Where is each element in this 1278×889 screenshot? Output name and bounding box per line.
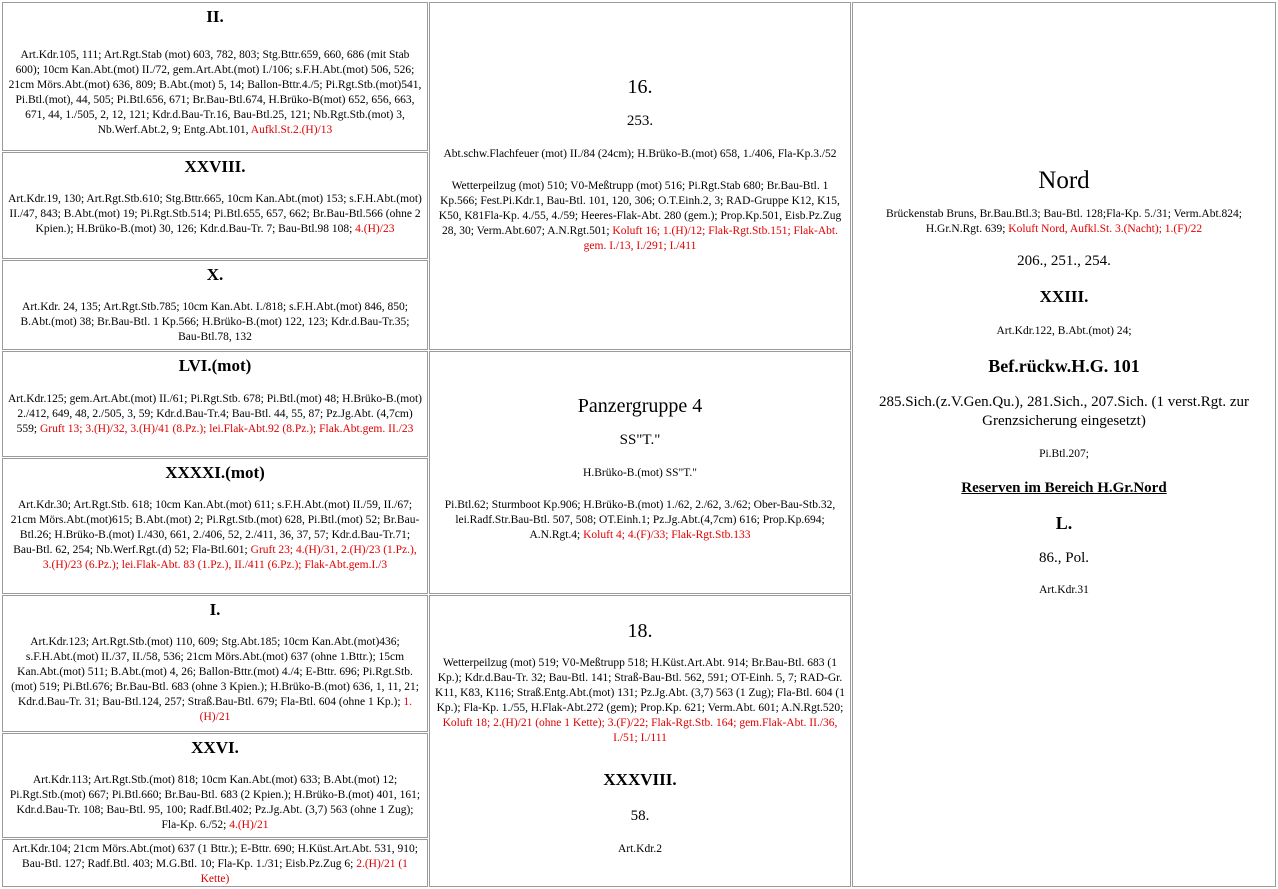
army-troops-units: Art.Kdr.104; 21cm Mörs.Abt.(mot) 637 (1 Bttr.); E-Bttr. 690; H.Küst.Art.Abt. 531, 910; Bau-Btl. 127; Radf.Btl. 403; M.G.Btl. 10; Fla-Kp. 1./31; Eisb.Pz.Zug 6; 2.(H)/21 (1 Kette) — [12, 843, 418, 885]
army-units-b: Wetterpeilzug (mot) 510; V0-Meßtrupp (mot) 516; Pi.Rgt.Stab 680; Br.Bau-Btl. 1 Kp.566; Fest.Pi.Kdr.1, Bau-Btl. 101, 120, 306; O.T.Einh.2, 3; RAD-Gruppe K12, K15, K50, K81Fla-Kp. 4./55, 4./59; Heeres-Flak-Abt. 280 (gem.); Prop.Kp.501, Eisb.Pz.Zug 28, 30; Verm.Abt.607; A.N.Rgt.501; Koluft 16; 1.(H)/12; Flak-Rgt.Stb.151; Flak-Abt. gem. I./13, I./291; I./411 — [438, 180, 842, 252]
army-number: 16. — [627, 76, 653, 98]
corps-cell-ii — [2, 2, 428, 151]
corps-title: XXXXI.(mot) — [165, 463, 265, 482]
corps-units: Art.Kdr.30; Art.Rgt.Stb. 618; 10cm Kan.Abt.(mot) 611; s.F.H.Abt.(mot) II./59, II./67; 21cm Mörs.Abt.(mot)615; B.Abt.(mot) 2; Pi.Rgt.Stb.(mot) 628, Pi.Btl.(mot) 52; Br.Bau-Btl.26; H.Brüko-B.(mot) I./430, 661, 2./406, 52, 2./411, 36, 37, 57; Kdr.d.Bau-Tr.71; Bau-Btl. 62, 254; Nb.Werf.Rgt.(d) 52; Fla-Btl.601; Gruft 23; 4.(H)/31, 2.(H)/23 (1.Pz.), 3.(H)/23 (6.Pz.); lei.Flak-Abt. 83 (1.Pz.), II./411 (6.Pz.); Flak-Abt.gem.I./3 — [10, 499, 420, 571]
corps-units: Art.Kdr.123; Art.Rgt.Stb.(mot) 110, 609; Stg.Abt.185; 10cm Kan.Abt.(mot)436; s.F.H.Abt.(mot) II./37, II./58, 536; 21cm Mörs.Abt.(mot) 637 (ohne 1.Bttr.); 15cm Kan.Abt.(mot) 511; B.Abt.(mot) 4, 26; Ballon-Bttr.(mot) 4./4; E-Bttr. 696; Pi.Rgt.Stb.(mot) 519; Pi.Btl.676; Br.Bau-Btl. 683 (ohne 3 Kpien.); H.Brüko-B.(mot) 636, 1, 11, 21; Kdr.d.Bau-Tr. 31; Bau-Btl.124, 257; Straß.Bau-Btl. 679; Fla-Btl. 604 (ohne 1 Kp.); 1.(H)/21 — [11, 636, 419, 723]
reserve-heading: Reserven im Bereich H.Gr.Nord — [961, 480, 1167, 496]
security-divisions: 285.Sich.(z.V.Gen.Qu.), 281.Sich., 207.Sich. (1 verst.Rgt. zur Grenzsicherung eingesetzt) — [878, 394, 1250, 429]
corps-cell-xxxxi — [2, 458, 428, 594]
corps-cell-xxviii — [2, 152, 428, 259]
rear-area-commander: Bef.rückw.H.G. 101 — [988, 356, 1140, 376]
army-group-title: Nord — [1038, 167, 1090, 194]
corps-units: Art.Kdr.105, 111; Art.Rgt.Stab (mot) 603, 782, 803; Stg.Bttr.659, 660, 686 (mit Stab 600); 10cm Kan.Abt.(mot) II./72, gem.Art.Abt.(mot) I./106; s.F.H.Abt.(mot) 506, 526; 21cm Mörs.Abt.(mot) 636, 809; B.Abt.(mot) 5, 14; Ballon-Bttr.4./5; Pi.Rgt.Stb.(mot)541, Pi.Btl.(mot), 44, 505; Pi.Btl.656, 671; Br.Bau-Btl.674, H.Brüko-B(mot) 652, 656, 663, 671, 44, 1./505, 2, 12, 121; Kdr.d.Bau-Tr.16, Bau-Btl.25, 121; Nb.Rgt.Stb.(mot) 3, Nb.Werf.Abt.2, 9; Entg.Abt.101, Aufkl.St.2.(H)/13 — [8, 49, 422, 136]
corps-title: I. — [209, 600, 221, 619]
corps-l-title: L. — [1055, 513, 1073, 533]
corps-title: II. — [206, 7, 224, 26]
army-18-cell — [429, 595, 851, 887]
corps-units: Art.Kdr.19, 130; Art.Rgt.Stb.610; Stg.Bttr.665, 10cm Kan.Abt.(mot) 153; s.F.H.Abt.(mot) II./47, 843; B.Abt.(mot) 19; Pi.Rgt.Stb.514; Pi.Btl.655, 657, 662; Br.Bau-Btl.566 (ohne 2 Kpien.); H.Brüko-B.(mot) 30, 126; Kdr.d.Bau-Tr. 7; Bau-Btl.98 108; 4.(H)/23 — [8, 193, 422, 235]
corps-units: Art.Kdr.113; Art.Rgt.Stb.(mot) 818; 10cm Kan.Abt.(mot) 633; B.Abt.(mot) 12; Pi.Rgt.Stb.(mot) 667; Pi.Btl.660; Br.Bau-Btl. 683 (2 Kpien.); H.Brüko-B.(mot) 401, 161; Kdr.d.Bau-Tr. 108; Bau-Btl. 95, 100; Radf.Btl.402; Pz.Jg.Abt. (3,7) 563 (ohne 1 Zug); Fla-Kp. 6./52; 4.(H)/21 — [9, 774, 421, 831]
panzergruppe-units: Pi.Btl.62; Sturmboot Kp.906; H.Brüko-B.(mot) 1./62, 2./62, 3./62; Ober-Bau-Stb.32, lei.Radf.Str.Bau-Btl. 507, 508; OT.Einh.1; Pz.Jg.Abt.(4,7cm) 616; Prop.Kp.694; A.N.Rgt.4; Koluft 4; 4.(F)/33; Flak-Rgt.Stb.133 — [444, 499, 836, 541]
corps-title: X. — [206, 265, 224, 284]
art-kdr: Art.Kdr.31 — [1039, 584, 1089, 596]
panzergruppe-title: Panzergruppe 4 — [577, 395, 703, 417]
corps-units: Art.Kdr.125; gem.Art.Abt.(mot) II./61; Pi.Rgt.Stb. 678; Pi.Btl.(mot) 48; H.Brüko-B.(mot) 2./412, 649, 48, 2./505, 3, 59; Kdr.d.Bau-Tr.4; Bau-Btl. 44, 55, 87; Pz.Jg.Abt. (4,7cm) 559; Gruft 13; 3.(H)/32, 3.(H)/41 (8.Pz.); lei.Flak-Abt.92 (8.Pz.); Flak.Abt.gem. II./23 — [8, 393, 422, 435]
corps-title: LVI.(mot) — [178, 356, 252, 375]
army-units: Wetterpeilzug (mot) 519; V0-Meßtrupp 518; H.Küst.Art.Abt. 914; Br.Bau-Btl. 683 (1 Kp.); Kdr.d.Bau-Tr. 32; Bau-Btl. 141; Straß-Bau-Btl. 562, 591; OT-Einh. 5, 7; RAD-Gr. K11, K83, K116; Straß.Entg.Abt.(mot) 131; Pz.Jg.Abt. (3,7) 563 (1 Zug); Fla-Btl. 604 (1 Kp.); Fla-Kp. 1./55, H.Flak-Abt.272 (gem); Prop.Kp. 621; Verm.Abt. 601; A.N.Rgt.520; Koluft 18; 2.(H)/21 (ohne 1 Kette); 3.(F)/22; Flak-Rgt.Stb. 164; gem.Flak-Abt. II./36, I./51; I./111 — [435, 657, 845, 744]
army-16-cell — [429, 2, 851, 350]
divisions: 206., 251., 254. — [1017, 253, 1111, 269]
corps-title: XXVIII. — [184, 157, 246, 176]
corps-cell-x — [2, 260, 428, 350]
corps-title: XXXVIII. — [603, 770, 677, 789]
ss-bruko: H.Brüko-B.(mot) SS"T." — [583, 467, 697, 479]
corps-cell-i — [2, 595, 428, 732]
art-kdr: Art.Kdr.2 — [617, 843, 663, 855]
corps-cell-xxvi — [2, 733, 428, 838]
corps-title: XXIII. — [1039, 287, 1089, 306]
division-number: 253. — [626, 113, 654, 129]
corps-units: Art.Kdr.122, B.Abt.(mot) 24; — [996, 325, 1132, 337]
corps-cell-lvi — [2, 351, 428, 457]
division-number: 58. — [630, 808, 650, 824]
pi-btl: Pi.Btl.207; — [1039, 448, 1089, 460]
army-units-a: Abt.schw.Flachfeuer (mot) II./84 (24cm); H.Brüko-B.(mot) 658, 1./406, Fla-Kp.3./52 — [443, 148, 837, 160]
army-troops-cell — [2, 839, 428, 887]
corps-units: Art.Kdr. 24, 135; Art.Rgt.Stb.785; 10cm Kan.Abt. I./818; s.F.H.Abt.(mot) 846, 850; B.Abt.(mot) 38; Br.Bau-Btl. 1 Kp.566; H.Brüko-B.(mot) 122, 123; Kdr.d.Bau-Tr.35; Bau-Btl.78, 132 — [20, 301, 410, 343]
army-group-units: Brückenstab Bruns, Br.Bau.Btl.3; Bau-Btl. 128;Fla-Kp. 5./31; Verm.Abt.824; H.Gr.N.Rgt. 639; Koluft Nord, Aufkl.St. 3.(Nacht); 1.(F)/22 — [886, 208, 1242, 235]
reserve-divisions: 86., Pol. — [1038, 550, 1089, 566]
panzergruppe-cell — [429, 351, 851, 594]
ss-division: SS"T." — [619, 432, 661, 448]
army-number: 18. — [627, 620, 653, 642]
corps-title: XXVI. — [191, 738, 239, 757]
reserve-heading-wrap — [853, 479, 1275, 497]
army-group-nord-cell — [852, 2, 1276, 887]
